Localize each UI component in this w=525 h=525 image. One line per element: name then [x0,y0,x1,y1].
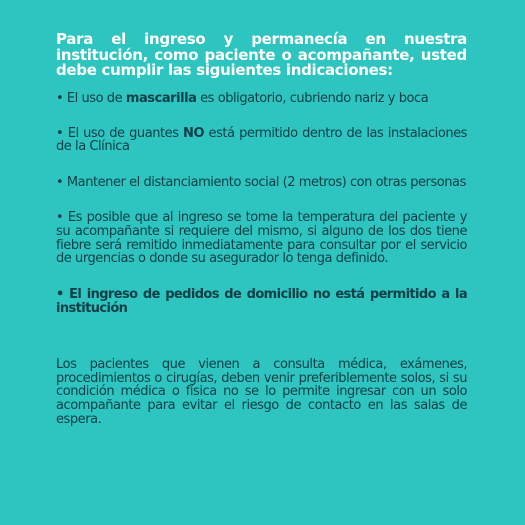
list-item-guantes [56,127,467,155]
item-text: está permitido dentro de las instalaciones de la Clínica [56,125,467,155]
item-emphasis: NO [183,125,205,141]
bullet: • [56,175,64,191]
item-text: es obligatorio, cubriendo nariz y boca [196,90,429,106]
item-text: Es posible que al ingreso se tome la temperatura del paciente y su acompañante si requiere del mismo, si alguno de los dos tiene fiebre será remitido inmediatamente para consultar por el servicio de urgencias o donde su asegurador lo tenga definido. [56,209,467,267]
item-emphasis: mascarilla [125,90,197,106]
item-text: Mantener el distanciamiento social (2 metros) con otras personas [66,175,466,191]
notice-heading: Para el ingreso y permanecía en nuestra institución, como paciente o acompañante, usted debe cumplir las siguientes indicaciones: [56,30,467,80]
list-item-mascarilla [56,92,467,106]
item-text: El ingreso de pedidos de domicilio no está permitido a la institución [56,287,467,316]
bullet: • [56,90,64,106]
footer-paragraph: Los pacientes que vienen a consulta médica, exámenes, procedimientos o cirugías, deben venir preferiblemente solos, si su condición médica o física no se lo permite ingresar con un solo acompañante para evitar el riesgo de contacto en las salas de espera. [56,356,467,427]
bullet: • [56,209,64,225]
list-item-domicilios [56,288,467,316]
list-item-temperatura [56,211,467,266]
list-item-distanciamiento [56,176,467,190]
bullet: • [56,125,64,141]
item-text: El uso de guantes [67,125,184,141]
item-text: El uso de [66,90,126,106]
bullet: • [56,287,64,303]
